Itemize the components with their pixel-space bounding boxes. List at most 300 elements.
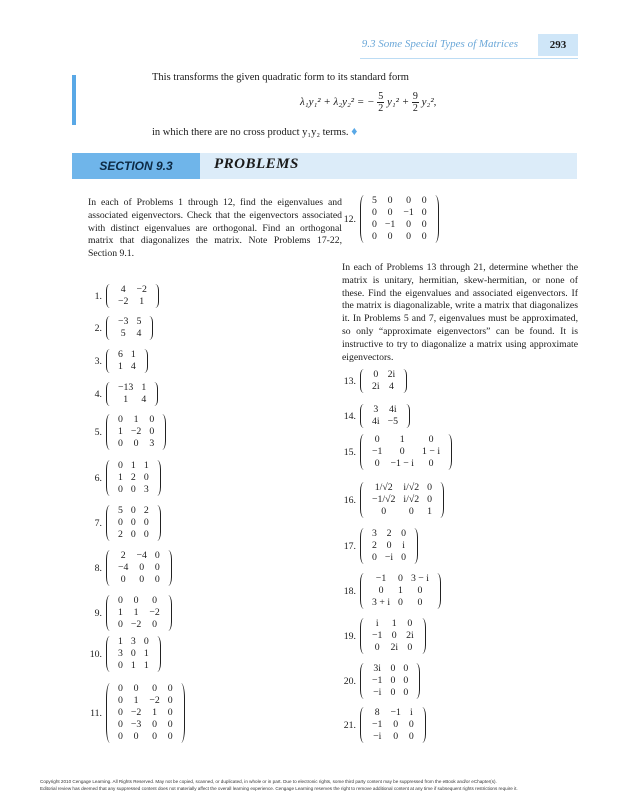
left-paren (360, 707, 368, 743)
matrix-entry: 0 (143, 517, 149, 528)
matrix-entry: 1 (118, 607, 123, 618)
left-paren (106, 284, 114, 308)
matrix-entry: 0 (390, 675, 396, 686)
matrix-entry: 0 (118, 619, 123, 630)
matrix-entry: −13 (118, 382, 134, 393)
matrix-entry: 0 (149, 414, 155, 425)
matrix-entry: 0 (154, 550, 160, 561)
matrix-entry: 0 (118, 707, 123, 718)
matrix-entry: 0 (133, 595, 139, 606)
matrix-entry: 0 (403, 663, 409, 674)
matrix-entry: 1/√2 (374, 482, 393, 493)
matrix-entry: −2 (118, 296, 129, 307)
right-paren (150, 382, 158, 406)
matrix-entry: 0 (152, 619, 158, 630)
left-paren (360, 434, 368, 470)
matrix (360, 573, 441, 609)
matrix-entry: 4 (141, 394, 147, 405)
matrix-entry: 3 (372, 528, 377, 539)
matrix (360, 195, 439, 243)
matrix-entry: 5 (118, 505, 123, 516)
matrix-entry: 3 (143, 484, 149, 495)
matrix-entry: i (402, 540, 405, 551)
problem-item (340, 707, 426, 743)
fraction-five-halves: $\frac{5}{2}$ (378, 91, 384, 114)
problem-number: 8. (94, 562, 102, 574)
matrix-entry: 0 (167, 731, 173, 742)
matrix-entry: 0 (428, 458, 434, 469)
matrix-entry: 0 (130, 517, 136, 528)
matrix (360, 707, 426, 743)
left-paren (360, 369, 368, 393)
matrix-entry: −2 (149, 607, 160, 618)
matrix-entry: −5 (387, 416, 399, 427)
standard-form-equation (300, 91, 436, 114)
footer-line-1: Copyright 2010 Cengage Learning. All Rights Reserved. May not be copied, scanned, or duplicated, in whole or in part. Due to electronic rights, some third party content may be suppressed from the eBook and/or eChapter(s). (40, 779, 497, 784)
matrix-entry: 0 (407, 642, 413, 653)
problem-number: 12. (343, 213, 356, 225)
matrix-entry: −1 (372, 719, 383, 730)
right-paren (418, 707, 426, 743)
matrix-entry: 0 (154, 562, 160, 573)
matrix-entry: 0 (133, 438, 139, 449)
matrix-entry: 1 (143, 460, 149, 471)
matrix-entry: 0 (154, 574, 160, 585)
matrix-entry: 2i (406, 630, 414, 641)
left-instructions: In each of Problems 1 through 12, find the eigenvalues and associated eigenvectors. Check that the eigenvectors associated with distinct eigenvalues are orthogonal. Find an orthogonal matrix that diagonalizes the matrix. Note Problems 17-22, Section 9.1. (88, 197, 342, 260)
problem-item (86, 382, 158, 406)
matrix-entry: 1 (130, 460, 136, 471)
left-paren (360, 404, 368, 428)
matrix-entry: 4i (389, 404, 397, 415)
matrix-entry: 1 (118, 361, 123, 372)
matrix-entry: i/√2 (403, 494, 420, 505)
problem-item (340, 663, 420, 699)
matrix (106, 636, 161, 672)
matrix-entry: 0 (167, 695, 173, 706)
matrix-entry: 1 (118, 472, 123, 483)
matrix (106, 595, 172, 631)
problem-item (86, 284, 159, 308)
matrix-entry: 0 (387, 195, 393, 206)
matrix-entry: −1 (384, 219, 396, 230)
problem-number: 1. (94, 290, 102, 302)
section-title: PROBLEMS (214, 156, 299, 172)
left-paren (360, 528, 368, 564)
left-paren (106, 550, 114, 586)
right-paren (164, 550, 172, 586)
matrix-entry: 0 (421, 195, 427, 206)
left-paren (106, 505, 114, 541)
problem-number: 19. (343, 630, 356, 642)
matrix (360, 528, 418, 564)
matrix-entry: 3 (149, 438, 155, 449)
right-paren (431, 195, 439, 243)
right-paren (399, 369, 407, 393)
matrix-entry: 0 (118, 517, 123, 528)
matrix-entry: 0 (427, 494, 433, 505)
matrix-entry: 0 (393, 719, 399, 730)
problem-number: 17. (343, 540, 356, 552)
matrix-entry: 0 (372, 231, 377, 242)
matrix-entry: 2 (386, 528, 392, 539)
matrix-entry: i (375, 618, 379, 629)
matrix-entry: −2 (149, 695, 160, 706)
problem-item (86, 349, 148, 373)
problem-item (86, 460, 161, 496)
right-paren (402, 404, 410, 428)
left-paren (106, 683, 114, 743)
matrix-entry: 0 (390, 663, 396, 674)
problem-number: 14. (343, 410, 356, 422)
problem-item (340, 618, 426, 654)
matrix-entry: i/√2 (403, 482, 420, 493)
footer-line-2: Editorial review has deemed that any suppressed content does not materially affect the overall learning experience. Cengage Learning reserves the right to remove additional content at any time if subsequent rights restrictions require it. (40, 786, 518, 791)
matrix-entry: 0 (401, 552, 407, 563)
matrix-entry: 4 (388, 381, 394, 392)
right-paren (418, 618, 426, 654)
matrix-entry: −1 (375, 573, 387, 584)
matrix-entry: −2 (130, 707, 142, 718)
matrix-entry: 0 (118, 695, 123, 706)
left-paren (106, 316, 114, 340)
matrix-entry: 0 (372, 207, 377, 218)
left-paren (360, 573, 368, 609)
matrix-entry: 2 (118, 529, 123, 540)
problem-item (340, 434, 452, 470)
matrix-entry: 0 (118, 484, 123, 495)
matrix-entry: 1 (398, 585, 403, 596)
problem-item (86, 595, 172, 631)
matrix-entry: 1 (143, 660, 149, 671)
matrix-entry: 0 (130, 529, 136, 540)
matrix-entry: −4 (136, 550, 147, 561)
matrix-entry: 0 (118, 460, 123, 471)
matrix (106, 316, 153, 340)
matrix-entry: 0 (130, 648, 136, 659)
left-paren (106, 460, 114, 496)
matrix-entry: 3 + i (372, 597, 391, 608)
right-paren (177, 683, 185, 743)
matrix-entry: 0 (130, 505, 136, 516)
right-paren (444, 434, 452, 470)
right-paren (436, 482, 444, 518)
matrix-entry: 0 (167, 683, 173, 694)
matrix-entry: 2i (390, 642, 399, 653)
problem-item (86, 316, 153, 340)
matrix-entry: 0 (403, 675, 409, 686)
matrix-entry: 0 (374, 642, 380, 653)
problem-number: 20. (343, 675, 356, 687)
matrix-entry: 0 (118, 731, 123, 742)
right-paren (153, 636, 161, 672)
matrix-entry: −2 (136, 284, 147, 295)
matrix-entry: 0 (139, 574, 145, 585)
matrix-entry: 0 (417, 585, 423, 596)
matrix-entry: 0 (152, 683, 158, 694)
problem-number: 6. (94, 472, 102, 484)
matrix-entry: 2i (372, 381, 380, 392)
matrix-entry: 3 (130, 636, 136, 647)
problem-number: 4. (94, 388, 102, 400)
left-paren (360, 618, 368, 654)
matrix-entry: 1 (133, 607, 139, 618)
matrix-entry: 0 (374, 458, 380, 469)
problem-number: 7. (94, 517, 102, 529)
side-accent-bar (72, 75, 76, 125)
equation-lhs: λ₁y₁² + λ₂y₂² = − (300, 96, 375, 109)
matrix-entry: 0 (428, 434, 434, 445)
left-paren (360, 482, 368, 518)
matrix-entry: 0 (118, 719, 123, 730)
matrix-entry: 5 (372, 195, 377, 206)
matrix-entry: 1 (130, 349, 136, 360)
matrix (106, 284, 159, 308)
matrix-entry: 4i (372, 416, 380, 427)
matrix-entry: 0 (390, 687, 396, 698)
right-paren (140, 349, 148, 373)
matrix-entry: 0 (167, 707, 173, 718)
right-paren (158, 414, 166, 450)
matrix-entry: 0 (391, 630, 397, 641)
matrix-entry: 0 (120, 574, 126, 585)
right-paren (153, 460, 161, 496)
matrix-entry: −i (373, 687, 382, 698)
running-head: 9.3 Some Special Types of Matrices (361, 38, 518, 50)
matrix-entry: 1 (141, 382, 147, 393)
matrix-entry: 0 (118, 660, 123, 671)
matrix-entry: −1/√2 (372, 494, 396, 505)
section-label: SECTION 9.3 (72, 153, 200, 179)
matrix-entry: 0 (403, 687, 409, 698)
matrix (360, 482, 444, 518)
problem-item (86, 550, 172, 586)
matrix-entry: 0 (387, 231, 393, 242)
matrix-entry: 0 (427, 482, 433, 493)
matrix-entry: 2 (130, 472, 136, 483)
problem-item (86, 683, 185, 743)
matrix-entry: 0 (387, 207, 393, 218)
problem-number: 15. (343, 446, 356, 458)
matrix-entry: 5 (120, 328, 126, 339)
matrix-entry: 0 (408, 731, 414, 742)
left-paren (106, 636, 114, 672)
matrix-entry: 6 (118, 349, 123, 360)
matrix-entry: 1 (133, 695, 139, 706)
right-paren (164, 595, 172, 631)
matrix-entry: 1 (427, 506, 433, 517)
matrix-entry: 0 (381, 506, 387, 517)
matrix-entry: 0 (398, 597, 403, 608)
right-paren (153, 505, 161, 541)
right-paren (151, 284, 159, 308)
matrix-entry: 3 (118, 648, 123, 659)
matrix-entry: −1 (390, 707, 401, 718)
matrix-entry: 4 (136, 328, 142, 339)
left-paren (106, 349, 114, 373)
matrix-entry: −1 (372, 675, 383, 686)
matrix-entry: 2 (120, 550, 126, 561)
matrix-entry: 0 (372, 219, 377, 230)
problem-number: 11. (90, 707, 102, 719)
matrix-entry: 0 (143, 472, 149, 483)
matrix-entry: 0 (143, 636, 149, 647)
problem-number: 2. (94, 322, 102, 334)
matrix (106, 349, 148, 373)
matrix (360, 663, 420, 699)
matrix-entry: 4 (120, 284, 126, 295)
problem-number: 18. (343, 585, 356, 597)
problem-number: 9. (94, 607, 102, 619)
problem-item (86, 505, 161, 541)
matrix-entry: 0 (118, 438, 123, 449)
matrix (106, 460, 161, 496)
matrix-entry: −2 (130, 619, 142, 630)
left-paren (106, 382, 114, 406)
matrix-entry: 0 (407, 618, 413, 629)
right-paren (145, 316, 153, 340)
matrix (106, 382, 158, 406)
problem-item (340, 195, 439, 243)
matrix-entry: 0 (118, 683, 123, 694)
matrix-entry: 0 (406, 231, 412, 242)
matrix-entry: −1 (372, 446, 383, 457)
matrix-entry: 0 (386, 540, 392, 551)
matrix-entry: 1 (139, 296, 145, 307)
matrix-entry: 1 (143, 648, 149, 659)
end-of-proof-diamond-icon: ♦ (351, 124, 358, 138)
intro-line-1: This transforms the given quadratic form to its standard form (152, 72, 409, 83)
matrix-entry: i (409, 707, 413, 718)
equation-end: y₂², (421, 96, 437, 109)
matrix-entry: 0 (406, 219, 412, 230)
matrix-entry: −2 (130, 426, 142, 437)
matrix-entry: 0 (421, 219, 427, 230)
problem-item (340, 573, 441, 609)
matrix-entry: 0 (401, 528, 407, 539)
matrix-entry: 2i (387, 369, 396, 380)
problem-item (86, 636, 161, 672)
matrix-entry: 0 (408, 506, 414, 517)
matrix-entry: 3 (373, 404, 379, 415)
matrix-entry: 0 (149, 426, 155, 437)
matrix-entry: 1 (391, 618, 397, 629)
matrix (106, 683, 185, 743)
matrix (360, 404, 410, 428)
matrix-entry: 0 (143, 529, 149, 540)
right-paren (410, 528, 418, 564)
problem-number: 3. (94, 355, 102, 367)
matrix-entry: 0 (393, 731, 399, 742)
problem-item (340, 528, 418, 564)
matrix-entry: 1 (133, 414, 139, 425)
problem-number: 5. (94, 426, 102, 438)
matrix-entry: 0 (118, 595, 123, 606)
problem-number: 13. (343, 375, 356, 387)
left-paren (360, 663, 368, 699)
problem-item (340, 369, 407, 393)
matrix-entry: 3i (373, 663, 382, 674)
matrix (360, 369, 407, 393)
right-instructions: In each of Problems 13 through 21, determine whether the matrix is unitary, hermitian, skew-hermitian, or none of these. Find the eigenvalues and associated eigenvectors. If the matrix is diagonalizable, write a matrix that diagonalizes it. In Problems 5 and 7, eigenvalues must be approximated, so only “approximate eigenvectors” can be found. It is instructive to try to diagonalize a matrix using approximate eigenvectors. (342, 262, 578, 363)
problem-item (340, 404, 410, 428)
matrix-entry: 0 (167, 719, 173, 730)
matrix-entry: 0 (378, 585, 384, 596)
problem-number: 21. (343, 719, 356, 731)
matrix-entry: 0 (417, 597, 423, 608)
intro-line-2: in which there are no cross product y₁y₂ terms. ♦ (152, 124, 358, 138)
matrix-entry: 0 (139, 562, 145, 573)
copyright-footer (40, 778, 600, 792)
matrix-entry: 0 (398, 573, 403, 584)
matrix-entry: −i (384, 552, 394, 563)
page-number: 293 (538, 34, 578, 56)
matrix-entry: 1 (118, 636, 123, 647)
problem-number: 10. (89, 648, 102, 660)
matrix-entry: 1 (399, 434, 405, 445)
matrix-entry: 8 (374, 707, 380, 718)
left-paren (106, 595, 114, 631)
right-paren (412, 663, 420, 699)
matrix-entry: 2 (143, 505, 149, 516)
matrix-entry: −3 (130, 719, 142, 730)
matrix-entry: 0 (421, 231, 427, 242)
problem-number: 16. (343, 494, 356, 506)
matrix-entry: 0 (406, 195, 412, 206)
matrix-entry: 0 (152, 719, 158, 730)
right-paren (433, 573, 441, 609)
matrix-entry: 0 (118, 414, 123, 425)
left-paren (106, 414, 114, 450)
matrix-entry: 2 (372, 540, 377, 551)
matrix-entry: 1 (152, 707, 158, 718)
matrix-entry: 4 (130, 361, 136, 372)
matrix-entry: 0 (133, 683, 139, 694)
matrix-entry: −i (373, 731, 382, 742)
matrix-entry: 1 (130, 660, 136, 671)
matrix-entry: 1 (118, 426, 123, 437)
equation-middle: y₁² + (386, 96, 410, 109)
matrix-entry: 0 (408, 719, 414, 730)
matrix-entry: −4 (118, 562, 129, 573)
matrix (106, 550, 172, 586)
matrix-entry: 0 (152, 595, 158, 606)
matrix-entry: 0 (421, 207, 427, 218)
matrix-entry: 0 (373, 369, 379, 380)
matrix-entry: 3 − i (410, 573, 429, 584)
matrix-entry: 0 (133, 731, 139, 742)
matrix (106, 414, 166, 450)
problem-item (86, 414, 166, 450)
matrix-entry: 0 (372, 552, 377, 563)
matrix-entry: −1 − i (390, 458, 415, 469)
matrix-entry: 0 (130, 484, 136, 495)
matrix-entry: 0 (374, 434, 380, 445)
matrix-entry: 0 (152, 731, 158, 742)
left-paren (360, 195, 368, 243)
matrix (106, 505, 161, 541)
matrix-entry: 1 (123, 394, 129, 405)
matrix-entry: −1 (403, 207, 414, 218)
problem-item (340, 482, 444, 518)
matrix-entry: 5 (136, 316, 142, 327)
matrix-entry: −3 (118, 316, 129, 327)
matrix (360, 434, 452, 470)
matrix (360, 618, 426, 654)
matrix-entry: 0 (399, 446, 405, 457)
matrix-entry: −1 (372, 630, 383, 641)
header-rule (360, 58, 578, 59)
